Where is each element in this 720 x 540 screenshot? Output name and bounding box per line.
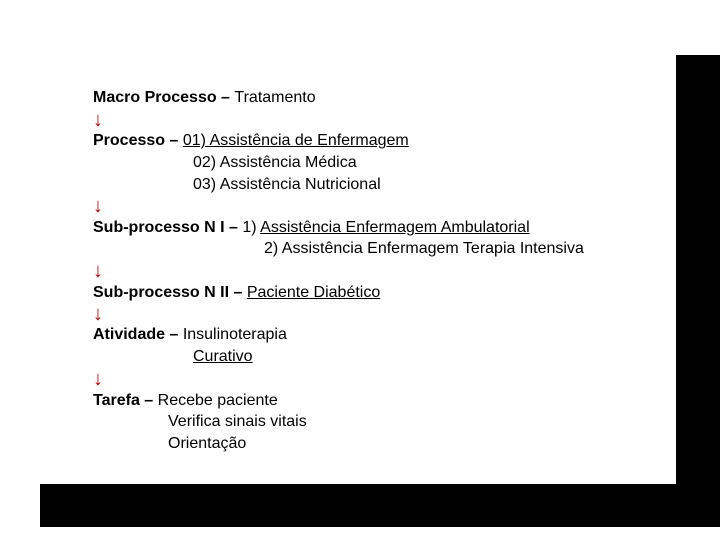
subprocess-1-item: Assistência Enfermagem Terapia Intensiva (281, 240, 584, 257)
arrow-down-icon: ↓ (93, 109, 103, 131)
process-label: Processo (93, 132, 166, 149)
separator: – (224, 219, 243, 236)
subprocess-1-line (93, 218, 530, 238)
process-item: 03) Assistência Nutricional (193, 176, 381, 193)
subprocess-1-label: Sub-processo N I (93, 219, 225, 236)
subprocess-1-item-line (264, 239, 584, 259)
process-item: 02) Assistência Médica (193, 154, 357, 171)
item-number: 1) (242, 219, 261, 236)
activity-line (93, 325, 287, 345)
process-line (93, 131, 409, 151)
arrow-down-icon: ↓ (93, 260, 103, 282)
arrow-down-icon: ↓ (93, 195, 103, 217)
task-item: Orientação (168, 435, 247, 452)
task-item: Recebe paciente (157, 392, 278, 409)
task-line (93, 391, 278, 411)
arrow-down-icon: ↓ (93, 368, 103, 390)
separator: – (139, 392, 158, 409)
macro-process-line (93, 88, 316, 108)
activity-label: Atividade (93, 326, 166, 343)
separator: – (165, 132, 183, 149)
slide-shadow-right (676, 55, 720, 527)
activity-item: Insulinoterapia (182, 326, 287, 343)
process-hierarchy (93, 0, 653, 480)
subprocess-2-value: Paciente Diabético (246, 284, 381, 301)
subprocess-2-label: Sub-processo N II (93, 284, 230, 301)
arrow-down-icon: ↓ (93, 303, 103, 325)
separator: – (216, 89, 235, 106)
macro-process-value: Tratamento (234, 89, 316, 106)
separator: – (229, 284, 247, 301)
macro-process-label: Macro Processo (93, 89, 217, 106)
process-item: 01) Assistência de Enfermagem (182, 132, 409, 149)
task-item: Verifica sinais vitais (168, 413, 307, 430)
separator: – (165, 326, 183, 343)
slide-shadow-bottom (40, 484, 720, 527)
subprocess-1-item: Assistência Enfermagem Ambulatorial (260, 219, 530, 236)
item-number: 2) (264, 240, 282, 257)
activity-item: Curativo (193, 348, 253, 365)
subprocess-2-line (93, 283, 380, 303)
task-label: Tarefa (93, 392, 140, 409)
